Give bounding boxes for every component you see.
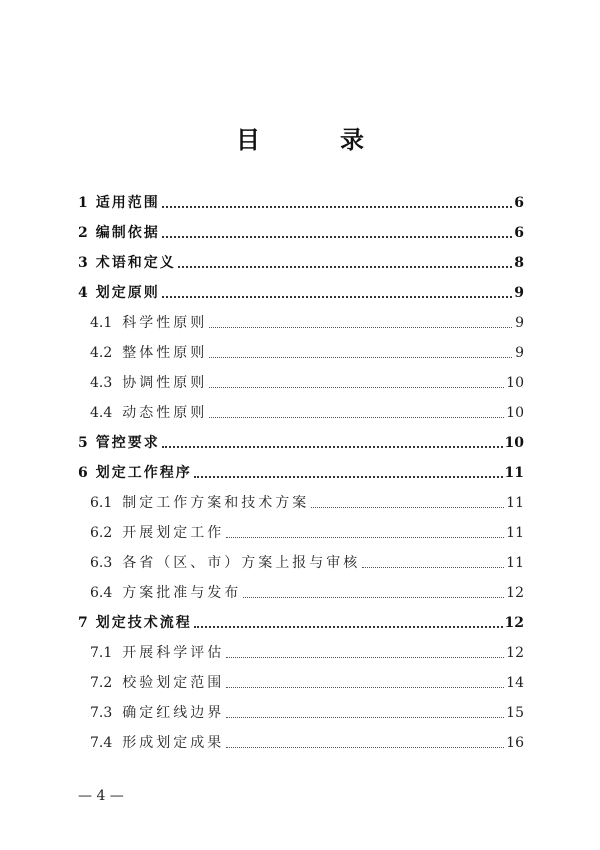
toc-entry-number: 7.2 <box>90 675 113 691</box>
toc-entry[interactable] <box>78 422 524 452</box>
dot-leader <box>162 296 512 298</box>
toc-entry-label: 适用范围 <box>95 195 160 211</box>
toc-entry-label: 划定工作程序 <box>95 465 192 481</box>
toc-entry[interactable] <box>78 572 524 602</box>
toc-entry-page: 6 <box>514 195 524 211</box>
toc-entry-number: 3 <box>78 255 88 271</box>
dot-leader <box>243 597 504 598</box>
toc-entry-label: 划定原则 <box>95 285 160 301</box>
toc-entry[interactable] <box>78 182 524 212</box>
toc-entry-page: 12 <box>506 645 524 661</box>
dot-leader <box>209 417 504 418</box>
toc-entry-page: 11 <box>506 495 524 511</box>
page-number-footer: — 4 — <box>78 788 124 804</box>
toc-entry-page: 12 <box>506 585 524 601</box>
dot-leader <box>162 236 512 238</box>
toc-entry-number: 6.3 <box>90 555 113 571</box>
toc-entry-page: 8 <box>514 255 524 271</box>
toc-entry[interactable] <box>78 302 524 332</box>
dot-leader <box>194 476 503 478</box>
toc-entry-label: 划定技术流程 <box>95 615 192 631</box>
toc-entry[interactable] <box>78 482 524 512</box>
table-of-contents <box>78 182 524 752</box>
toc-entry-number: 2 <box>78 225 88 241</box>
toc-entry-number: 6 <box>78 465 88 481</box>
toc-entry-number: 6.4 <box>90 585 113 601</box>
toc-entry-number: 7.1 <box>90 645 113 661</box>
dot-leader <box>178 266 512 268</box>
toc-entry-number: 4.1 <box>90 315 113 331</box>
toc-entry[interactable] <box>78 212 524 242</box>
toc-entry-page: 10 <box>506 375 524 391</box>
toc-entry-page: 16 <box>506 735 524 751</box>
toc-entry-label: 制定工作方案和技术方案 <box>122 495 310 511</box>
toc-entry-page: 11 <box>506 525 524 541</box>
dot-leader <box>226 717 504 718</box>
toc-entry-label: 科学性原则 <box>122 315 208 331</box>
toc-entry[interactable] <box>78 662 524 692</box>
toc-entry-number: 7.3 <box>90 705 113 721</box>
toc-entry[interactable] <box>78 332 524 362</box>
dot-leader <box>209 327 512 328</box>
toc-entry[interactable] <box>78 542 524 572</box>
toc-entry-label: 开展划定工作 <box>122 525 225 541</box>
toc-entry[interactable] <box>78 272 524 302</box>
toc-entry[interactable] <box>78 602 524 632</box>
toc-entry-page: 10 <box>504 435 524 451</box>
toc-entry-label: 校验划定范围 <box>122 675 225 691</box>
toc-entry-label: 方案批准与发布 <box>122 585 242 601</box>
dot-leader <box>311 507 504 508</box>
toc-entry-page: 10 <box>506 405 524 421</box>
toc-entry[interactable] <box>78 452 524 482</box>
toc-entry-label: 各省（区、市）方案上报与审核 <box>122 555 361 571</box>
toc-entry-number: 4.2 <box>90 345 113 361</box>
dot-leader <box>226 687 504 688</box>
toc-entry-number: 7 <box>78 615 88 631</box>
dot-leader <box>209 357 512 358</box>
toc-entry-page: 12 <box>504 615 524 631</box>
toc-entry-page: 11 <box>506 555 524 571</box>
toc-entry-number: 7.4 <box>90 735 113 751</box>
toc-entry-label: 形成划定成果 <box>122 735 225 751</box>
toc-entry-number: 1 <box>78 195 88 211</box>
toc-entry[interactable] <box>78 242 524 272</box>
toc-entry-label: 确定红线边界 <box>122 705 225 721</box>
toc-entry-label: 术语和定义 <box>95 255 176 271</box>
toc-entry-number: 4.4 <box>90 405 113 421</box>
toc-entry-page: 11 <box>504 465 524 481</box>
toc-entry-page: 9 <box>515 345 524 361</box>
page-title: 目 录 <box>236 125 392 154</box>
toc-entry[interactable] <box>78 632 524 662</box>
dot-leader <box>162 446 503 448</box>
toc-entry-number: 4 <box>78 285 88 301</box>
dot-leader <box>209 387 504 388</box>
toc-entry-number: 6.2 <box>90 525 113 541</box>
toc-entry-number: 4.3 <box>90 375 113 391</box>
toc-entry-label: 管控要求 <box>95 435 160 451</box>
toc-entry-number: 6.1 <box>90 495 113 511</box>
toc-entry-page: 9 <box>514 285 524 301</box>
toc-entry-label: 协调性原则 <box>122 375 208 391</box>
toc-entry-page: 15 <box>506 705 524 721</box>
toc-entry-label: 开展科学评估 <box>122 645 225 661</box>
toc-entry-number: 5 <box>78 435 88 451</box>
toc-entry-label: 动态性原则 <box>122 405 208 421</box>
dot-leader <box>226 657 504 658</box>
dot-leader <box>226 537 504 538</box>
toc-entry-page: 14 <box>506 675 524 691</box>
dot-leader <box>362 567 504 568</box>
dot-leader <box>162 206 512 208</box>
toc-entry-page: 6 <box>514 225 524 241</box>
toc-entry-page: 9 <box>515 315 524 331</box>
toc-entry[interactable] <box>78 722 524 752</box>
dot-leader <box>194 626 503 628</box>
toc-entry-label: 编制依据 <box>95 225 160 241</box>
toc-entry[interactable] <box>78 392 524 422</box>
dot-leader <box>226 747 504 748</box>
toc-entry[interactable] <box>78 362 524 392</box>
toc-entry[interactable] <box>78 512 524 542</box>
toc-entry-label: 整体性原则 <box>122 345 208 361</box>
toc-entry[interactable] <box>78 692 524 722</box>
